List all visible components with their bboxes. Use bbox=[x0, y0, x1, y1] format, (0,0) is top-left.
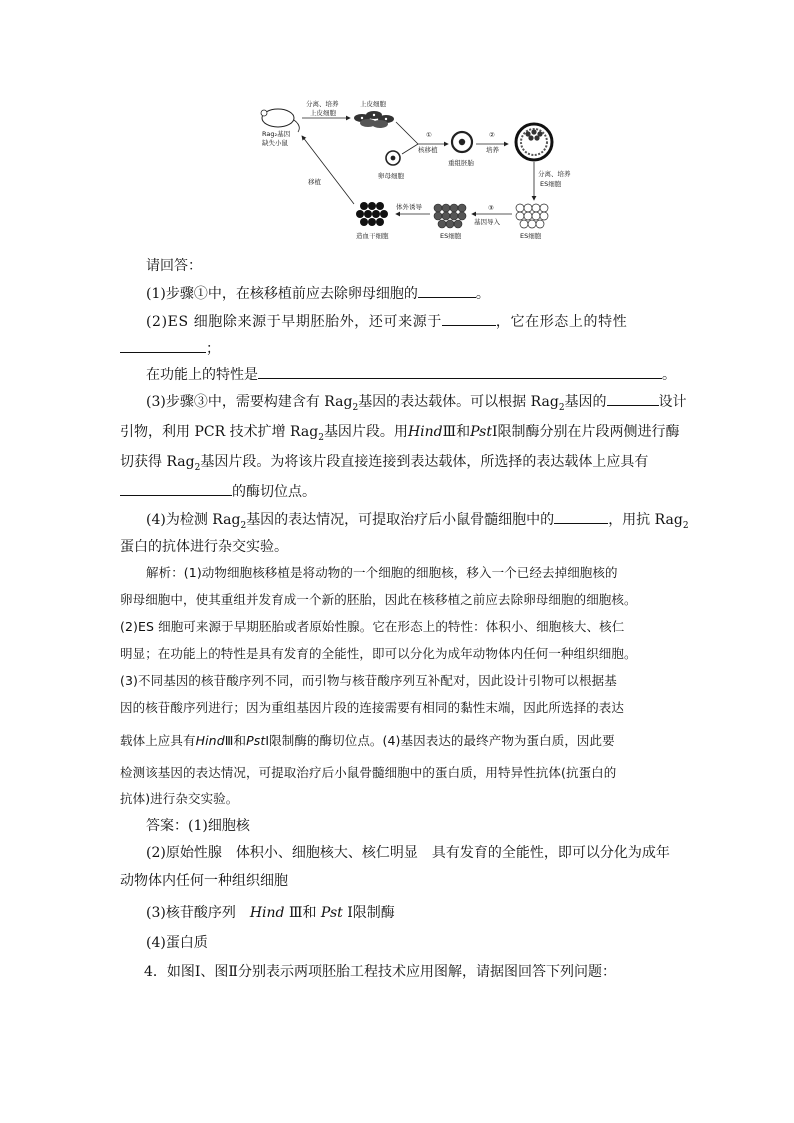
step-separate-2: 上皮细胞 bbox=[310, 109, 336, 117]
blank-4[interactable] bbox=[554, 509, 608, 524]
mouse-label-1: Rag₂基因 bbox=[262, 130, 291, 138]
question-3: (3)步骤③中，需要构建含有 Rag$_2$基因的表达载体。可以根据 Rag$_2$基因的 设计 bbox=[146, 391, 687, 412]
blastocyst-icon bbox=[516, 124, 552, 160]
step2-label: 培养 bbox=[486, 146, 499, 154]
step1-num: ① bbox=[426, 131, 432, 139]
step2-num: ② bbox=[489, 131, 495, 139]
recombinant-label: 重组胚胎 bbox=[448, 159, 474, 167]
blank-3b[interactable] bbox=[120, 481, 232, 496]
answer-4: (4)蛋白质 bbox=[146, 935, 208, 951]
step3-label: 基因导入 bbox=[474, 218, 500, 226]
question-2-func: 在功能上的特性是 。 bbox=[146, 364, 676, 385]
analysis-line-2: 卵母细胞中，使其重组并发育成一个新的胚胎，因此在核移植之前应去除卵母细胞的细胞核。 bbox=[120, 592, 637, 607]
mouse-label-2: 缺失小鼠 bbox=[262, 139, 288, 147]
recombinant-embryo-icon bbox=[452, 132, 472, 152]
answer-1: 答案：(1)细胞核 bbox=[146, 818, 250, 834]
blank-3a[interactable] bbox=[607, 391, 659, 406]
hsc-icon bbox=[356, 202, 388, 226]
es-cells-mid-icon bbox=[434, 204, 466, 228]
mouse-icon bbox=[261, 109, 299, 132]
analysis-line-6: 因的核苷酸序列进行；因为重组基因片段的连接需要有相同的黏性末端，因此所选择的表达 bbox=[120, 700, 625, 715]
step3-num: ③ bbox=[488, 204, 494, 212]
oocyte-icon bbox=[386, 151, 400, 165]
es-label-right: ES细胞 bbox=[520, 232, 542, 240]
epithelial-cells-icon bbox=[354, 111, 394, 128]
induce-label: 体外诱导 bbox=[396, 203, 422, 211]
analysis-line-8: 检测该基因的表达情况，可提取治疗后小鼠骨髓细胞中的蛋白质，用特异性抗体(抗蛋白的 bbox=[120, 765, 617, 780]
step1-label: 核移植 bbox=[418, 146, 438, 154]
question-4-line2: 蛋白的抗体进行杂交实验。 bbox=[120, 539, 288, 555]
prompt: 请回答： bbox=[146, 258, 202, 274]
epithelial-label: 上皮细胞 bbox=[360, 100, 386, 108]
blank-1[interactable] bbox=[418, 283, 476, 298]
transplant-label: 移植 bbox=[308, 178, 321, 186]
next-question: 4．如图Ⅰ、图Ⅱ分别表示两项胚胎工程技术应用图解，请据图回答下列问题： bbox=[144, 964, 616, 980]
question-2-cont: ； bbox=[120, 338, 220, 359]
answer-2: (2)原始性腺 体积小、细胞核大、核仁明显 具有发育的全能性，即可以分化为成年 bbox=[146, 845, 670, 861]
analysis-line-5: (3)不同基因的核苷酸序列不同，而引物与核苷酸序列互补配对，因此设计引物可以根据基 bbox=[120, 673, 617, 688]
question-3-line2: 引物，利用 PCR 技术扩增 Rag$_2$基因片段。用HindⅢ和PstⅠ限制酶分别在片段两侧进行酶 bbox=[120, 424, 680, 443]
blank-2a[interactable] bbox=[442, 311, 496, 326]
step-separate-1: 分离、培养 bbox=[306, 100, 339, 108]
analysis-line-3: (2)ES 细胞可来源于早期胚胎或者原始性腺。它在形态上的特性：体积小、细胞核大、核仁 bbox=[120, 619, 625, 634]
analysis-line-9: 抗体)进行杂交实验。 bbox=[120, 791, 239, 806]
es-cells-right-icon bbox=[516, 204, 548, 228]
answer-3: (3)核苷酸序列 Hind Ⅲ和 Pst Ⅰ限制酶 bbox=[146, 905, 395, 921]
question-3-line4: 的酶切位点。 bbox=[120, 481, 316, 502]
oocyte-label: 卵母细胞 bbox=[378, 172, 404, 180]
answer-2-cont: 动物体内任何一种组织细胞 bbox=[120, 873, 288, 889]
hsc-label: 造血干细胞 bbox=[356, 232, 389, 240]
step-separate-es-2: ES细胞 bbox=[540, 180, 562, 188]
blank-2b[interactable] bbox=[120, 338, 206, 353]
blank-2c[interactable] bbox=[258, 364, 662, 379]
analysis-line-7: 载体上应具有HindⅢ和PstⅠ限制酶的酶切位点。(4)基因表达的最终产物为蛋白质，因此要 bbox=[120, 733, 615, 748]
question-4: (4)为检测 Rag$_2$基因的表达情况，可提取治疗后小鼠骨髓细胞中的 ，用抗 Rag$_2$ bbox=[146, 509, 689, 530]
experiment-diagram bbox=[250, 96, 571, 244]
analysis-line-1: 解析：(1)动物细胞核移植是将动物的一个细胞的细胞核，移入一个已经去掉细胞核的 bbox=[146, 565, 618, 580]
question-3-line3: 切获得 Rag$_2$基因片段。为将该片段直接连接到表达载体，所选择的表达载体上应具有 bbox=[120, 454, 649, 473]
es-label-mid: ES细胞 bbox=[440, 232, 462, 240]
question-1: (1)步骤①中，在核移植前应去除卵母细胞的 。 bbox=[146, 283, 490, 304]
question-2: (2)ES 细胞除来源于早期胚胎外，还可来源于 ，它在形态上的特性 bbox=[146, 311, 627, 332]
step-separate-es-1: 分离、培养 bbox=[538, 170, 571, 178]
analysis-line-4: 明显；在功能上的特性是具有发育的全能性，即可以分化为成年动物体内任何一种组织细胞。 bbox=[120, 646, 637, 661]
